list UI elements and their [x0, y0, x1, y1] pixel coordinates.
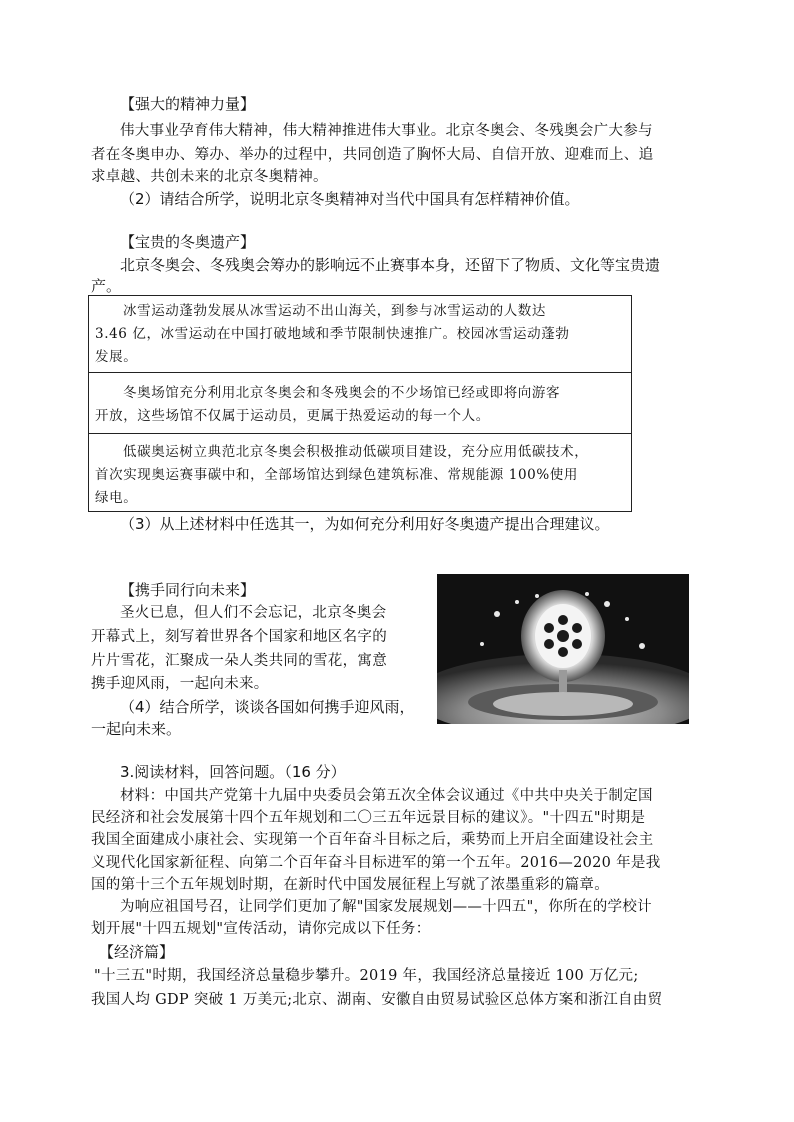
question-4-cont: 一起向未来。 [91, 720, 182, 738]
legacy-box-ice-snow [88, 295, 632, 373]
paragraph-line: 开幕式上，刻写着世界各个国家和地区名字的 [91, 629, 387, 645]
paragraph-line: 产。 [91, 277, 122, 295]
section-heading-future: 【携手同行向未来】 [120, 581, 256, 599]
material-line: 民经济和社会发展第十四个五年规划和二〇三五年远景目标的建议》。"十四五"时期是 [91, 810, 646, 826]
legacy-box-low-carbon [88, 433, 632, 512]
task-line: 划开展"十四五规划"宣传活动，请你完成以下任务： [91, 921, 431, 937]
economy-line: "十三五"时期，我国经济总量稳步攀升。2019 年，我国经济总量接近 100 万亿元; [94, 968, 639, 984]
task-line: 为响应祖国号召，让同学们更加了解"国家发展规划——十四五"，你所在的学校计 [120, 899, 652, 915]
box-line: 3.46 亿，冰雪运动在中国打破地域和季节限制快速推广。校园冰雪运动蓬勃 [95, 326, 570, 342]
paragraph-line: 片片雪花，汇聚成一朵人类共同的雪花，寓意 [91, 653, 387, 669]
material-line: 材料：中国共产党第十九届中央委员会第五次全体会议通过《中共中央关于制定国 [120, 788, 653, 804]
economy-line: 我国人均 GDP 突破 1 万美元;北京、湖南、安徽自由贸易试验区总体方案和浙江自由贸 [91, 992, 663, 1008]
section-heading-economy: 【经济篇】 [99, 943, 175, 961]
question-3-title: 3.阅读材料，回答问题。（16 分） [120, 763, 346, 781]
section-heading-legacy: 【宝贵的冬奥遗产】 [120, 233, 256, 251]
paragraph-line: 圣火已息，但人们不会忘记，北京冬奥会 [120, 605, 387, 621]
paragraph-line: 求卓越、共创未来的北京冬奥精神。 [91, 169, 328, 185]
paragraph-line: 北京冬奥会、冬残奥会筹办的影响远不止赛事本身，还留下了物质、文化等宝贵遗 [120, 256, 661, 274]
material-line: 义现代化国家新征程、向第二个百年奋斗目标进军的第一个五年。2016—2020 年是我 [91, 855, 661, 871]
box-line: 绿电。 [95, 490, 138, 506]
question-2: （2）请结合所学，说明北京冬奥精神对当代中国具有怎样精神价值。 [120, 190, 580, 208]
paragraph-line: 携手迎风雨，一起向未来。 [91, 676, 269, 692]
section-heading-spirit: 【强大的精神力量】 [120, 95, 256, 113]
box-line: 首次实现奥运赛事碳中和，全部场馆达到绿色建筑标准、常规能源 100%使用 [95, 467, 578, 483]
box-line: 开放，这些场馆不仅属于运动员，更属于热爱运动的每一个人。 [95, 408, 490, 424]
snowflake-torch-photo [437, 574, 689, 724]
paragraph-line: 者在冬奥申办、筹办、举办的过程中，共同创造了胸怀大局、自信开放、迎难而上、追 [91, 147, 654, 163]
box-line: 冰雪运动蓬勃发展从冰雪运动不出山海关，到参与冰雪运动的人数达 [123, 303, 546, 319]
material-line: 我国全面建成小康社会、实现第一个百年奋斗目标之后，乘势而上开启全面建设社会主 [91, 832, 654, 848]
question-4: （4）结合所学，谈谈各国如何携手迎风雨， [120, 698, 415, 716]
question-3: （3）从上述材料中任选其一，为如何充分利用好冬奥遗产提出合理建议。 [120, 515, 610, 533]
paragraph-line: 伟大事业孕育伟大精神，伟大精神推进伟大事业。北京冬奥会、冬残奥会广大参与 [120, 123, 653, 139]
box-line: 冬奥场馆充分利用北京冬奥会和冬残奥会的不少场馆已经或即将向游客 [123, 385, 561, 401]
material-line: 国的第十三个五年规划时期，在新时代中国发展征程上写就了浓墨重彩的篇章。 [91, 877, 609, 893]
box-line: 低碳奥运树立典范北京冬奥会积极推动低碳项目建设，充分应用低碳技术， [123, 444, 589, 460]
box-line: 发展。 [95, 349, 138, 365]
legacy-box-venues [88, 372, 632, 434]
